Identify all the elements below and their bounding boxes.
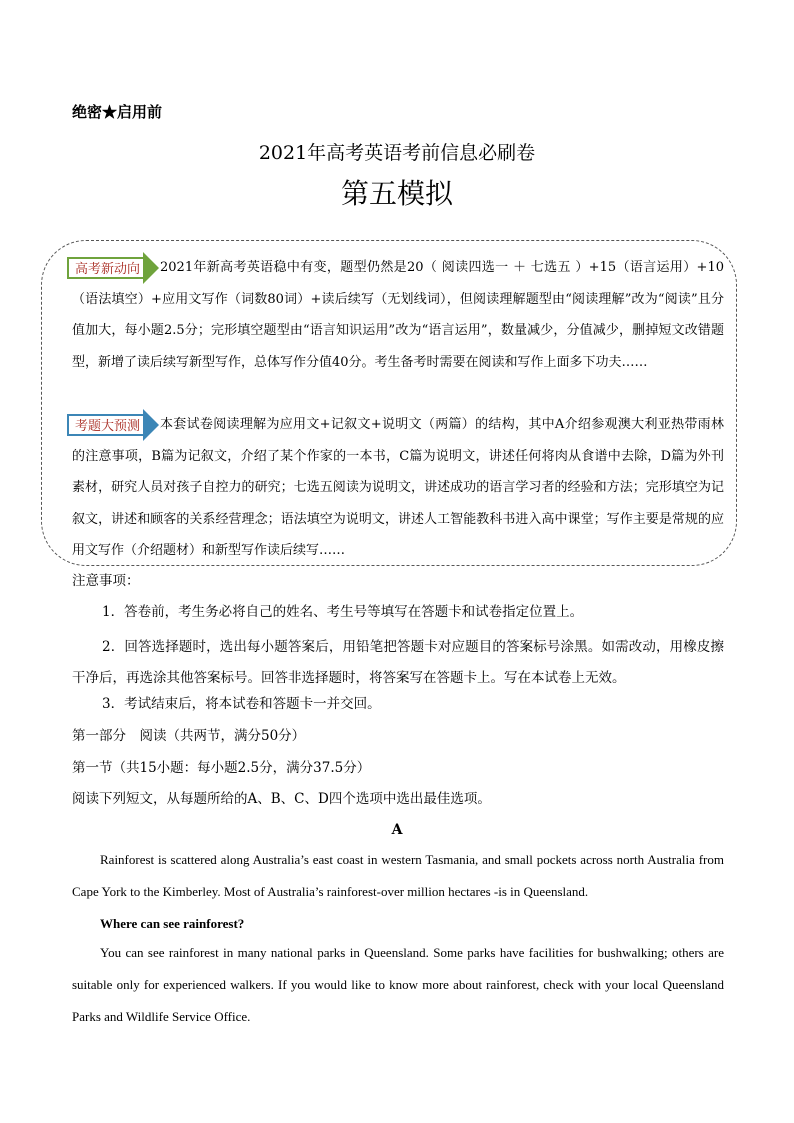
section-heading: 第一节（共15小题：每小题2.5分，满分37.5分） bbox=[72, 760, 371, 776]
trend-paragraph: 2021年新高考英语稳中有变，题型仍然是20（ 阅读四选一 ＋ 七选五 ）+15（语言运用）+10（语法填空）+应用文写作（词数80词）+读后续写（无划线词），但阅读理解题型由“阅读理解”改为“阅读”且分值加大，每小题2.5分；完形填空题型由“语言知识运用”改为“语言运用”，数量减少，分值减少，删掉短文改错题型，新增了读后续写新型写作，总体写作分值40分。考生备考时需要在阅读和写作上面多下功夫…… bbox=[72, 260, 724, 370]
exam-subtitle: 第五模拟 bbox=[340, 177, 453, 210]
confidential-label: 绝密★启用前 bbox=[72, 103, 163, 121]
exam-title: 2021年高考英语考前信息必刷卷 bbox=[258, 142, 536, 164]
passage-letter: A bbox=[391, 822, 403, 838]
instruction: 阅读下列短文，从每题所给的A、B、C、D四个选项中选出最佳选项。 bbox=[72, 791, 491, 807]
prediction-tag: 考题大预测 bbox=[67, 414, 147, 436]
note-item-1: 1．答卷前，考生务必将自己的姓名、考生号等填写在答题卡和试卷指定位置上。 bbox=[102, 604, 584, 620]
passage-subheading: Where can see rainforest? bbox=[100, 916, 245, 931]
passage-paragraph-2: You can see rainforest in many national parks in Queensland. Some parks have facilities for bushwalking; others are suitable only for experienced walkers. If you would like to know more about rainforest, check with your local Queensland Parks and Wildlife Service Office. bbox=[72, 945, 724, 1024]
note-item-3: 3．考试结束后，将本试卷和答题卡一并交回。 bbox=[102, 696, 381, 712]
arrow-right-icon bbox=[143, 409, 159, 441]
note-item-2: 2．回答选择题时，选出每小题答案后，用铅笔把答题卡对应题目的答案标号涂黑。如需改动，用橡皮擦干净后，再选涂其他答案标号。回答非选择题时，将答案写在答题卡上。写在本试卷上无效。 bbox=[72, 639, 724, 686]
passage-paragraph-1: Rainforest is scattered along Australia’s east coast in western Tasmania, and small pockets across north Australia from Cape York to the Kimberley. Most of Australia’s rainforest-over million hectares -is in Queensland. bbox=[72, 852, 724, 899]
part-heading: 第一部分 阅读（共两节，满分50分） bbox=[72, 728, 306, 744]
prediction-paragraph: 本套试卷阅读理解为应用文+记叙文+说明文（两篇）的结构，其中A介绍参观澳大利亚热带雨林的注意事项，B篇为记叙文，介绍了某个作家的一本书，C篇为说明文，讲述任何将肉从食谱中去除，D篇为外刊素材，研究人员对孩子自控力的研究；七选五阅读为说明文，讲述成功的语言学习者的经验和方法；完形填空为记叙文，讲述和顾客的关系经营理念；语法填空为说明文，讲述人工智能教科书进入高中课堂；写作主要是常规的应用文写作（介绍题材）和新型写作读后续写…… bbox=[72, 417, 724, 558]
notes-heading: 注意事项： bbox=[72, 573, 140, 589]
trend-tag: 高考新动向 bbox=[67, 257, 147, 279]
arrow-right-icon bbox=[143, 252, 159, 284]
